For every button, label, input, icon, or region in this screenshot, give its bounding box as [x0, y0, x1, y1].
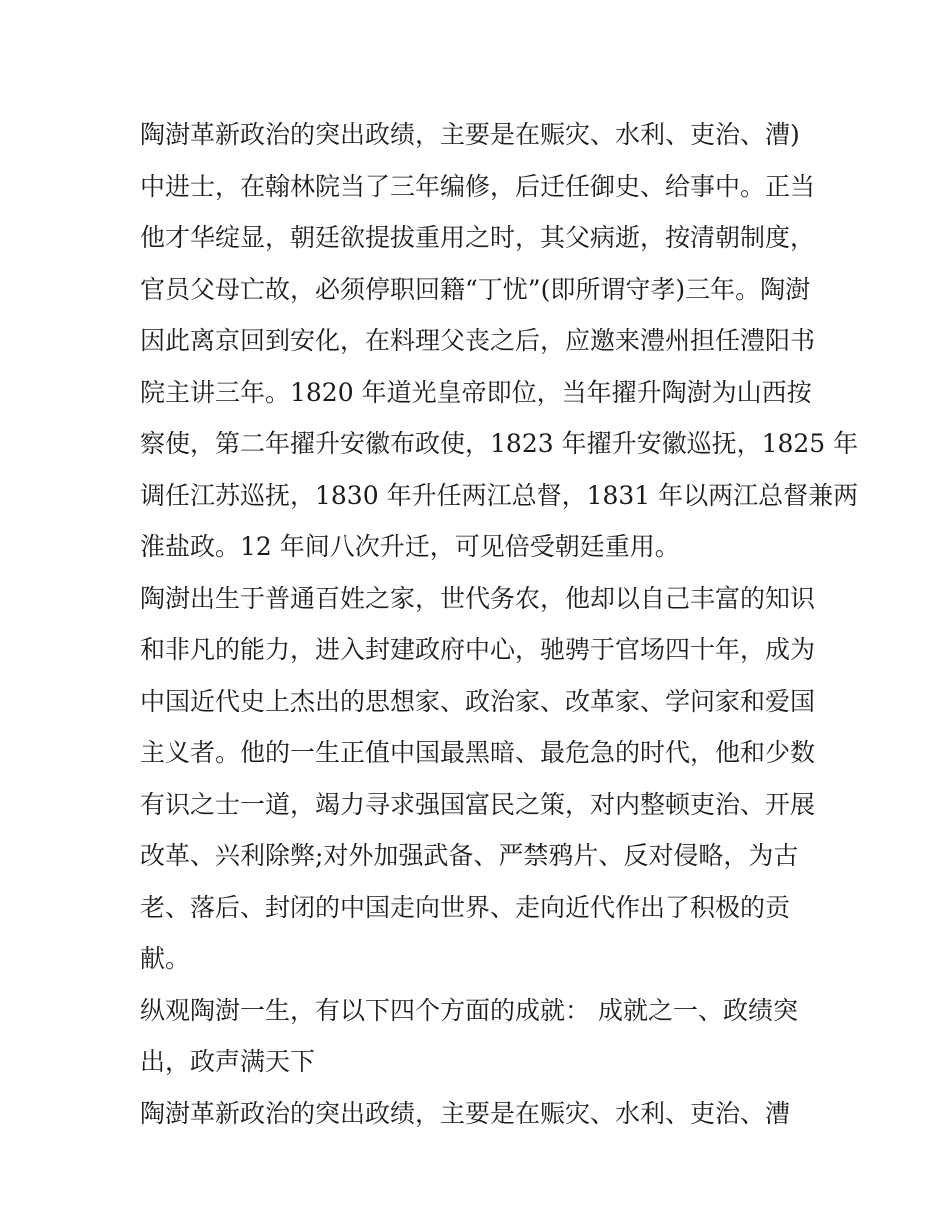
text-line: 有识之士一道，竭力寻求强国富民之策，对内整顿吏治、开展 [140, 789, 816, 819]
text-line: 改革、兴利除弊;对外加强武备、严禁鸦片、反对侵略，为古 [140, 841, 799, 870]
text-line: 他才华绽显，朝廷欲提拔重用之时，其父病逝，按清朝制度， [140, 223, 816, 252]
text-line: 中国近代史上杰出的思想家、政治家、改革家、学问家和爱国 [140, 686, 816, 716]
text-line: 陶澍出生于普通百姓之家，世代务农，他却以自己丰富的知识 [140, 583, 816, 613]
text-line: 主义者。他的一生正值中国最黑暗、最危急的时代，他和少数 [140, 738, 816, 767]
document-body [140, 109, 859, 1139]
text-line: 纵观陶澍一生，有以下四个方面的成就： 成就之一、政绩突 [140, 995, 798, 1025]
text-line: 调任江苏巡抚，1830 年升任两江总督，1831 年以两江总督兼两 [140, 480, 859, 510]
text-line: 陶澍革新政治的突出政绩，主要是在赈灾、水利、吏治、漕 [140, 1098, 791, 1128]
text-line: 中进士，在翰林院当了三年编修，后迁任御史、给事中。正当 [140, 171, 816, 201]
text-line: 察使，第二年擢升安徽布政使，1823 年擢升安徽巡抚，1825 年 [140, 429, 859, 458]
text-line: 老、落后、封闭的中国走向世界、走向近代作出了积极的贡 [140, 892, 791, 922]
text-line: 和非凡的能力，进入封建政府中心，驰骋于官场四十年，成为 [140, 635, 816, 664]
text-line: 院主讲三年。1820 年道光皇帝即位，当年擢升陶澍为山西按 [140, 377, 812, 407]
text-line: 陶澍革新政治的突出政绩，主要是在赈灾、水利、吏治、漕) [140, 120, 800, 149]
text-line: 出，政声满天下 [140, 1047, 316, 1076]
text-line: 献。 [140, 944, 191, 973]
text-line: 官员父母亡故，必须停职回籍“丁忧”(即所谓守孝)三年。陶澍 [140, 274, 811, 304]
text-line: 因此离京回到安化，在料理父丧之后，应邀来澧州担任澧阳书 [140, 326, 816, 355]
text-line: 淮盐政。12 年间八次升迁，可见倍受朝廷重用。 [140, 532, 680, 561]
